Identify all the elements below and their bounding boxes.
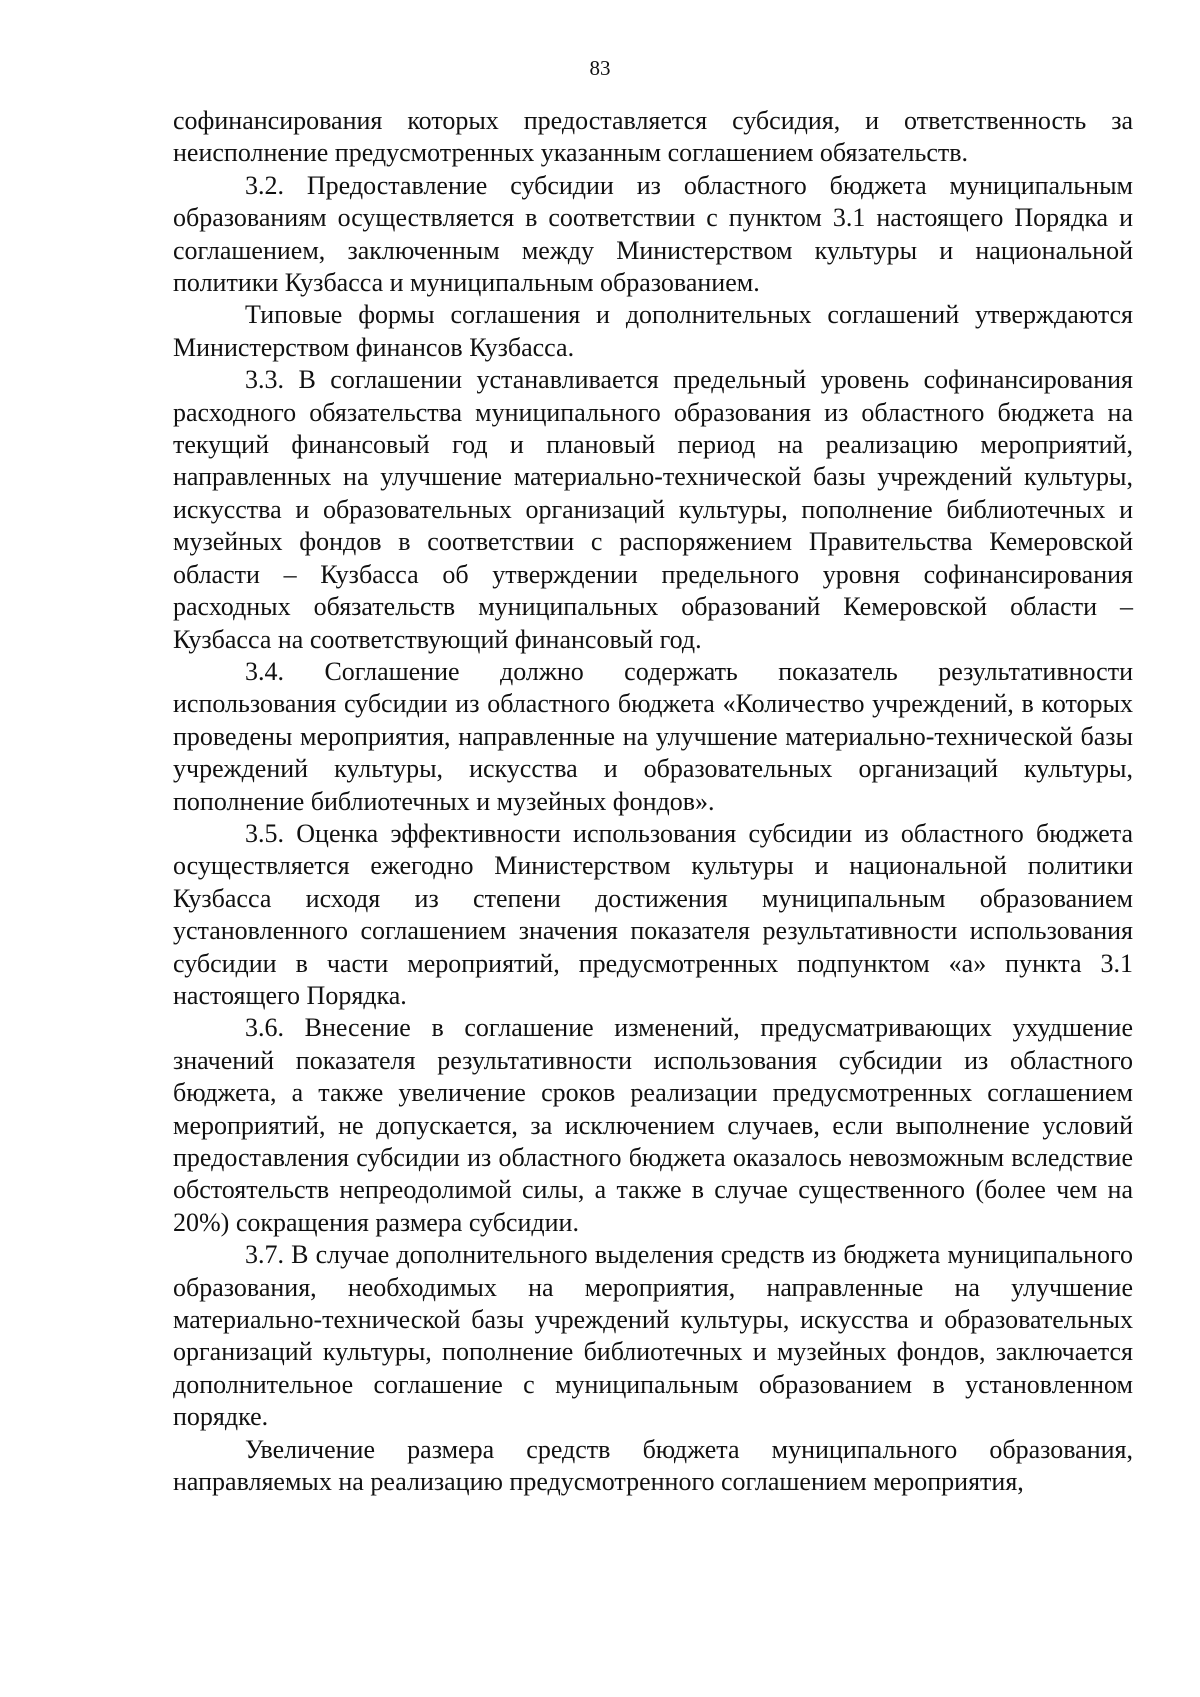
paragraph-3-6: 3.6. Внесение в соглашение изменений, предусматривающих ухудшение значений показателя результативности использования субсидии из областного бюджета, а также увеличение сроков реализации предусмотренных соглашением мероприятий, не допускается, за исключением случаев, если выполнение условий предоставления субсидии из областного бюджета оказалось невозможным вследствие обстоятельств непреодолимой силы, а также в случае существенного (более чем на 20%) сокращения размера субсидии. bbox=[173, 1013, 1133, 1237]
paragraph-3-7: 3.7. В случае дополнительного выделения средств из бюджета муниципального образования, необходимых на мероприятия, направленные на улучшение материально-технической базы учреждений культуры, искусства и образовательных организаций культуры, пополнение библиотечных и музейных фондов, заключается дополнительное соглашение с муниципальным образованием в установленном порядке. bbox=[173, 1240, 1133, 1432]
paragraph-3-4: 3.4. Соглашение должно содержать показатель результативности использования субсидии из областного бюджета «Количество учреждений, в которых проведены мероприятия, направленные на улучшение материально-технической базы учреждений культуры, искусства и образовательных организаций культуры, пополнение библиотечных и музейных фондов». bbox=[173, 656, 1133, 816]
paragraph-3-2: 3.2. Предоставление субсидии из областного бюджета муниципальным образованиям осуществляется в соответствии с пунктом 3.1 настоящего Порядка и соглашением, заключенным между Министерством культуры и национальной политики Кузбасса и муниципальным образованием. bbox=[173, 170, 1133, 298]
paragraph-continuation: софинансирования которых предоставляется субсидия, и ответственность за неисполнение предусмотренных указанным соглашением обязательств. bbox=[173, 106, 1133, 168]
paragraph-3-5: 3.5. Оценка эффективности использования субсидии из областного бюджета осуществляется ежегодно Министерством культуры и национальной политики Кузбасса исходя из степени достижения муниципальным образованием установленного соглашением значения показателя результативности использования субсидии в части мероприятий, предусмотренных подпунктом «а» пункта 3.1 настоящего Порядка. bbox=[173, 818, 1133, 1010]
paragraph-3-3: 3.3. В соглашении устанавливается предельный уровень софинансирования расходного обязательства муниципального образования из областного бюджета на текущий финансовый год и плановый период на реализацию мероприятий, направленных на улучшение материально-технической базы учреждений культуры, искусства и образовательных организаций культуры, пополнение библиотечных и музейных фондов в соответствии с распоряжением Правительства Кемеровской области – Кузбасса об утверждении предельного уровня софинансирования расходных обязательств муниципальных образований Кемеровской области – Кузбасса на соответствующий финансовый год. bbox=[173, 365, 1133, 654]
paragraph-typical-forms: Типовые формы соглашения и дополнительных соглашений утверждаются Министерством финансов Кузбасса. bbox=[173, 300, 1133, 362]
page-number: 83 bbox=[589, 56, 611, 80]
document-body bbox=[173, 105, 1133, 1498]
paragraph-increase: Увеличение размера средств бюджета муниципального образования, направляемых на реализацию предусмотренного соглашением мероприятия, bbox=[173, 1434, 1133, 1497]
